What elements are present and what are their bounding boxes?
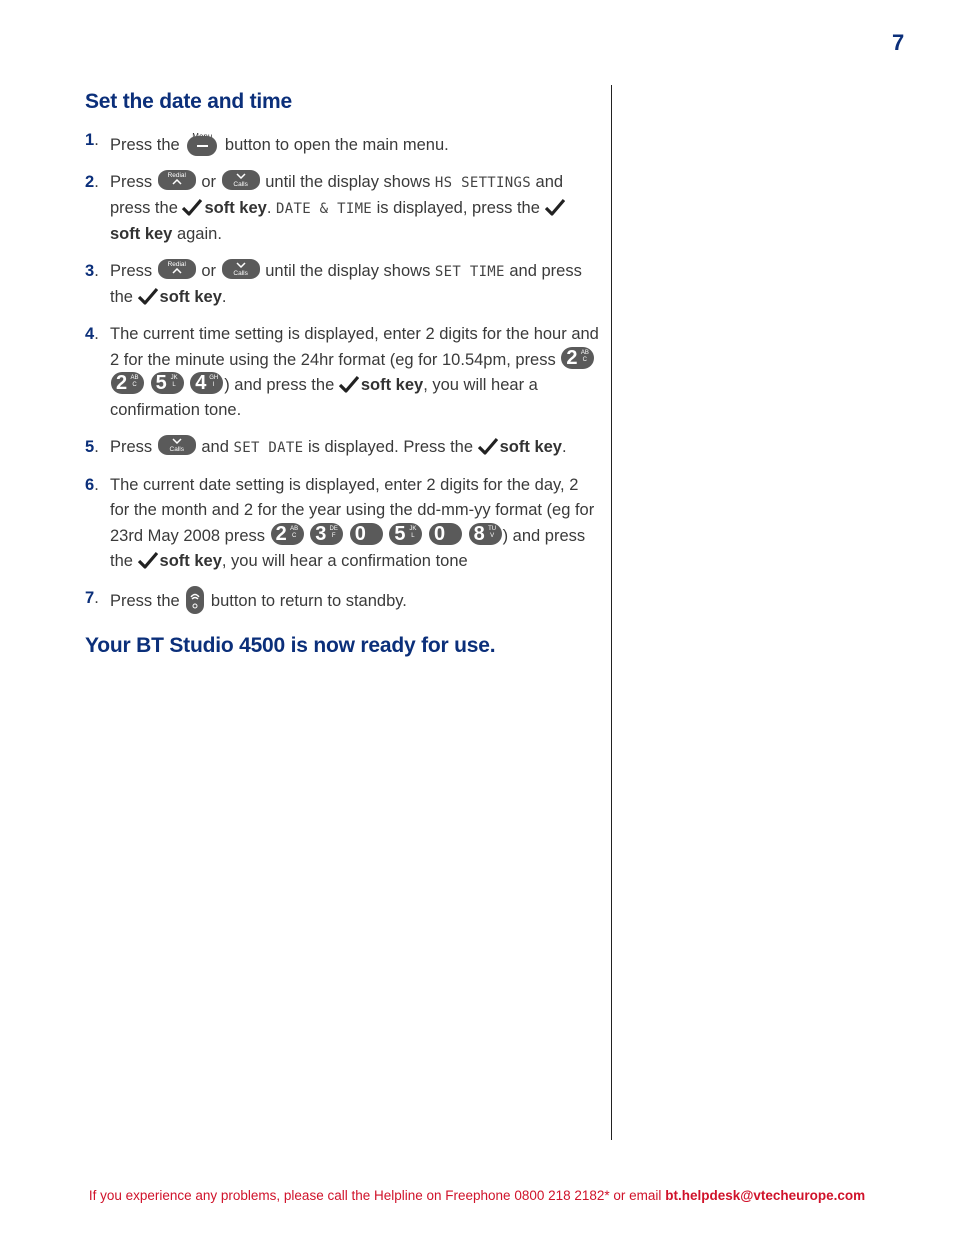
key-digit: 5 [155, 372, 167, 395]
step-text: or [201, 261, 217, 280]
display-text: HS SETTINGS [434, 175, 531, 192]
key-letters: AB C [130, 375, 139, 389]
soft-key-text: soft key [204, 199, 267, 218]
tick-icon [138, 287, 158, 305]
key-letters: TU V [488, 526, 497, 540]
tick-icon [182, 198, 202, 216]
key-2-icon [561, 347, 594, 369]
step-text: Press [110, 261, 153, 280]
key-letters: DE F [329, 526, 338, 540]
soft-key-text: soft key [499, 438, 562, 457]
soft-key-text: soft key [159, 551, 222, 570]
step-2 [85, 170, 601, 246]
key-4-icon [190, 372, 223, 394]
key-3-icon [310, 523, 343, 545]
page-number: 7 [892, 30, 905, 55]
display-text: DATE & TIME [276, 201, 373, 218]
main-content [85, 90, 601, 658]
calls-key-label: Calls [169, 446, 184, 454]
calls-key-label: Calls [233, 269, 248, 277]
step-1 [85, 128, 601, 158]
step-text: Press the [110, 591, 180, 610]
tick-icon [339, 375, 359, 393]
key-digit: 8 [473, 523, 485, 546]
end-call-key-icon [186, 586, 204, 614]
calls-down-key-icon [158, 435, 196, 455]
key-8-icon [469, 523, 502, 545]
step-number: 7 . [85, 586, 99, 611]
step-text: button to open the main menu. [224, 136, 449, 154]
tick-icon [478, 437, 498, 455]
section-heading: Set the date and time [85, 90, 293, 113]
step-number: 6 . [85, 473, 99, 498]
key-digit: 4 [195, 372, 207, 395]
helpline-footer [0, 1188, 954, 1203]
step-text: The current date setting is displayed, enter 2 digits for the day, 2 for the month and 2 for the year using the dd-mm-yy format (eg for 23rd May 2008 press [110, 476, 595, 546]
step-text: Press the [110, 136, 180, 154]
closing-heading: Your BT Studio 4500 is now ready for use. [85, 633, 496, 657]
step-number: 3 . [85, 259, 99, 284]
step-3 [85, 259, 601, 310]
key-digit: 0 [354, 523, 366, 546]
calls-down-key-icon [222, 259, 260, 279]
display-text: SET DATE [233, 440, 304, 457]
step-text: until the display shows [265, 261, 431, 280]
step-5 [85, 435, 601, 461]
soft-key-text: soft key [110, 224, 173, 243]
redial-key-label: Redial [167, 172, 186, 180]
step-text: The current time setting is displayed, enter 2 digits for the hour and 2 for the minute using the 24hr format (eg for 10.54pm, press [110, 324, 599, 369]
step-4 [85, 322, 601, 423]
key-digit: 0 [433, 523, 446, 546]
helpdesk-email[interactable]: bt.helpdesk@vtecheurope.com [665, 1188, 866, 1203]
steps-list [85, 128, 601, 614]
redial-up-key-icon [158, 170, 196, 190]
step-text: again. [176, 224, 222, 243]
redial-key-label: Redial [167, 260, 186, 268]
column-divider [611, 85, 612, 1140]
menu-key-icon [186, 128, 218, 158]
step-6 [85, 473, 601, 573]
calls-key-label: Calls [233, 181, 248, 189]
key-5-icon [389, 523, 422, 545]
step-text: is displayed, press the [376, 199, 540, 218]
step-text: is displayed. Press the [307, 438, 474, 457]
step-number: 1 . [85, 128, 99, 153]
step-text: and press the [110, 173, 564, 218]
step-text: and [201, 438, 229, 457]
key-5-icon [151, 372, 184, 394]
footer-text: If you experience any problems, please call the Helpline on Freephone 0800 218 2182* or email [88, 1188, 662, 1203]
step-text: , you will hear a confirmation tone [221, 551, 468, 570]
key-letters: AB C [290, 526, 299, 540]
key-0-icon [350, 523, 383, 545]
step-text: ) and press the [224, 376, 335, 395]
tick-icon [138, 551, 158, 569]
key-2-icon [111, 372, 144, 394]
key-digit: 3 [315, 523, 327, 546]
redial-up-key-icon [158, 259, 196, 279]
step-text: , you will hear a confirmation tone. [110, 376, 538, 420]
key-2-icon [271, 523, 304, 545]
step-text: until the display shows [265, 173, 431, 192]
punctuation: . [561, 438, 567, 457]
key-digit: 2 [275, 523, 287, 546]
key-letters: AB C [580, 349, 589, 363]
key-letters: JK L [409, 526, 417, 540]
step-7 [85, 586, 601, 614]
soft-key-text: soft key [360, 376, 424, 395]
key-digit: 5 [394, 523, 406, 546]
step-number: 5 . [85, 435, 99, 460]
step-text: or [201, 173, 217, 192]
key-0-icon [429, 523, 462, 545]
step-text: Press [110, 438, 153, 457]
tick-icon [545, 198, 565, 216]
step-text: and press the [110, 261, 582, 306]
step-text: ) and press the [110, 527, 586, 570]
soft-key-text: soft key [159, 287, 222, 306]
step-text: Press [110, 173, 153, 192]
step-text: button to return to standby. [210, 591, 407, 610]
key-letters: GH I [209, 375, 219, 389]
key-letters: JK L [170, 375, 178, 389]
calls-down-key-icon [222, 170, 260, 190]
display-text: SET TIME [434, 263, 505, 280]
key-digit: 2 [116, 372, 128, 395]
step-number: 2 . [85, 170, 99, 195]
punctuation: . [221, 287, 227, 306]
step-number: 4 . [85, 322, 99, 347]
key-digit: 2 [566, 346, 578, 369]
punctuation: . [266, 199, 272, 218]
